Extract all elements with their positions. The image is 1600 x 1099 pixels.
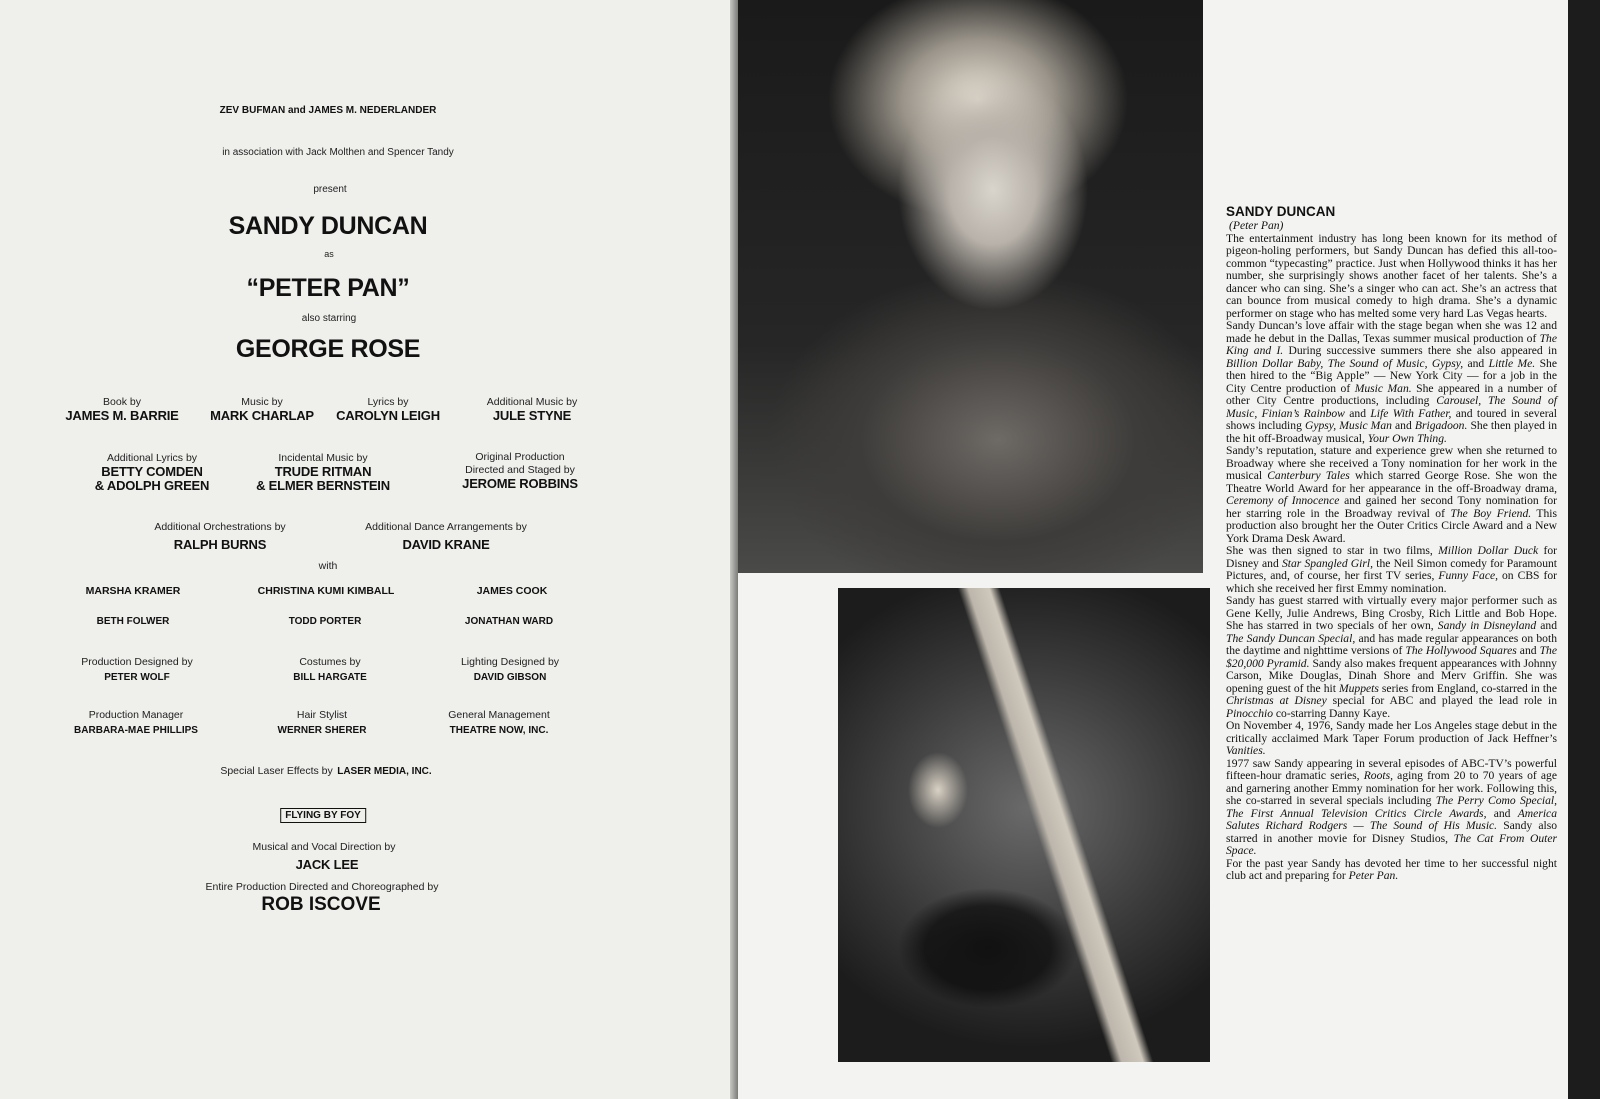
credit-orchestrations: Additional Orchestrations by RALPH BURNS <box>154 521 286 552</box>
bio-text: on CBS for which she received her first Emmy nomination. <box>1226 569 1557 595</box>
cast-member: MARSHA KRAMER <box>85 585 181 597</box>
bio-italic-title: Pinocchio <box>1226 706 1274 720</box>
bio-text: co-starring Danny Kaye. <box>1273 706 1391 720</box>
bio-text: Sandy’s reputation, stature and experience grew when she returned to Broadway where she received a Tony nomination for her work in the musical <box>1226 444 1557 482</box>
bio-text: Sandy Duncan’s love affair with the stage began when she was 12 and made he debut in the Dallas, Texas summer musical production of <box>1226 319 1557 345</box>
credit-lighting: Lighting Designed by DAVID GIBSON <box>460 656 560 683</box>
cast-member: JONATHAN WARD <box>464 616 554 627</box>
bio-text: On November 4, 1976, Sandy made her Los Angeles stage debut in the critically acclaimed Mark Taper Forum production of Jack Heffner’s <box>1226 719 1557 745</box>
bio-text: This production also brought her the Outer Critics Circle Award and a New York Drama Desk Award. <box>1226 506 1557 545</box>
bio-text: She then hired to the “Big Apple” — New York City — for a job in the City Centre production of <box>1226 356 1557 395</box>
cast-member: TODD PORTER <box>288 616 362 627</box>
bio-paragraph <box>1226 720 1557 758</box>
bio-text: Sandy also makes frequent appearances with Johnny Carson, Mike Douglas, Dinah Shore and Merv Griffin. She was opening guest of the hit <box>1226 656 1557 695</box>
credit-laser-effects: Special Laser Effects by LASER MEDIA, INC. <box>220 765 432 777</box>
as-label: as <box>324 249 334 259</box>
credit-additional-lyrics: Additional Lyrics by BETTY COMDEN & ADOLPH GREEN <box>94 452 210 493</box>
credit-original-production: Original Production Directed and Staged by JEROME ROBBINS <box>462 451 578 491</box>
with-label: with <box>318 560 338 572</box>
bio-text: Sandy has guest starred with virtually every major performer such as Gene Kelly, Julie Andrews, Bing Crosby, Rich Little and Bob Hope. She has starred in two specials of her own, <box>1226 594 1557 632</box>
bio-text: The entertainment industry has long been known for its method of pigeon-holing performers, but Sandy Duncan has defied this all-too-common “typecasting” practice. Just when Hollywood thinks it has her number, she surprisingly shows another facet of her talents. She’s a dancer who can sing. She’s a singer who can act. She’s an actress that can bounce from musical comedy to high drama. She’s a dynamic performer on stage who has melted some very hard Las Vegas hearts. <box>1226 231 1557 320</box>
musical-direction-label: Musical and Vocal Direction by <box>252 841 396 853</box>
costar-name: GEORGE ROSE <box>235 335 421 363</box>
bio-italic-title: Million Dollar Duck <box>1438 544 1539 557</box>
credit-general-management: General Management THEATRE NOW, INC. <box>448 709 550 736</box>
bio-text: the Neil Simon comedy for Paramount Pictures, and, of course, her first TV series, <box>1226 556 1558 582</box>
bio-text: and toured in several shows including <box>1226 406 1557 432</box>
bio-text: For the past year Sandy has devoted her time to her successful night club act and preparing for <box>1226 856 1557 882</box>
association-line: in association with Jack Molthen and Spencer Tandy <box>222 147 454 158</box>
bio-text: 1977 saw Sandy appearing in several episodes of ABC-TV’s powerful fifteen-hour dramatic series, <box>1226 756 1557 782</box>
also-starring-label: also starring <box>301 313 357 324</box>
bio-italic-title: Vanities. <box>1226 744 1266 757</box>
bio-paragraph <box>1226 858 1557 883</box>
bio-text: and <box>1463 356 1489 370</box>
bio-paragraph <box>1226 320 1557 445</box>
bio-italic-title: Star Spangled Girl, <box>1281 556 1374 570</box>
bio-italic-title: Music Man. <box>1354 381 1412 395</box>
bio-paragraph <box>1226 445 1557 545</box>
star-name: SANDY DUNCAN <box>228 212 428 240</box>
bio-text: special for ABC and played the lead role in <box>1326 694 1557 707</box>
bio-italic-title: Funny Face, <box>1438 569 1499 582</box>
bio-italic-title: Christmas at Disney <box>1226 694 1327 707</box>
bio-italic-title: The Perry Como Special, The First Annual Television Critics Circle Awards, <box>1226 794 1557 820</box>
credit-incidental-music: Incidental Music by TRUDE RITMAN & ELMER BERNSTEIN <box>256 452 390 493</box>
flying-by-foy-box: FLYING BY FOY <box>280 808 366 823</box>
credit-dance-arrangements: Additional Dance Arrangements by DAVID KRANE <box>365 521 527 552</box>
bio-italic-title: The $20,000 Pyramid. <box>1226 644 1557 670</box>
bio-text: and <box>1516 644 1540 657</box>
credit-additional-music: Additional Music by JULE STYNE <box>486 396 578 423</box>
bio-text: She then played in the hit off-Broadway musical, <box>1226 419 1557 445</box>
bio-italic-title: Canterbury Tales <box>1267 469 1350 482</box>
page-gutter <box>730 0 738 1099</box>
bio-text: Sandy also starred in another movie for Disney Studios, <box>1226 819 1558 845</box>
bio-name: SANDY DUNCAN <box>1226 204 1336 219</box>
bio-italic-title: Little Me. <box>1488 356 1536 370</box>
bio-text: and has made regular appearances on both the daytime and nighttime versions of <box>1226 631 1558 657</box>
bio-paragraph <box>1226 545 1557 595</box>
bio-text: and <box>1344 406 1371 420</box>
bio-text: for Disney and <box>1226 544 1557 570</box>
bio-italic-title: The Cat From Outer Space. <box>1226 831 1557 857</box>
present-label: present <box>313 184 347 195</box>
bio-text: and <box>1486 806 1518 820</box>
bio-text: She appeared in a number of other City Centre productions, including <box>1226 381 1557 407</box>
bio-italic-title: Gypsy, Music Man <box>1304 419 1392 432</box>
bio-italic-title: Life With Father, <box>1370 406 1452 420</box>
credit-production-manager: Production Manager BARBARA-MAE PHILLIPS <box>74 709 198 736</box>
bio-text: which starred George Rose. She won the Theatre World Award for her appearance in the off-Broadway drama, <box>1226 469 1558 495</box>
biography <box>1226 204 1557 883</box>
bio-italic-title: Muppets <box>1338 681 1379 695</box>
bio-text: During successive summers there she also appeared in <box>1283 344 1557 357</box>
scan-edge <box>1568 0 1600 1099</box>
bio-italic-title: The Sandy Duncan Special, <box>1226 631 1356 645</box>
credit-book: Book by JAMES M. BARRIE <box>65 396 179 423</box>
bio-text: and gained her second Tony nomination for her starring role in the Broadway revival of <box>1226 494 1557 520</box>
show-title: “PETER PAN” <box>246 274 410 302</box>
bio-italic-title: America Salutes Richard Rodgers — The Sound of His Music. <box>1226 806 1557 832</box>
bio-italic-title: Billion Dollar Baby, The Sound of Music, Gypsy, <box>1226 356 1464 370</box>
bio-italic-title: The King and I. <box>1226 331 1557 357</box>
bio-role: (Peter Pan) <box>1229 219 1284 232</box>
musical-director: JACK LEE <box>295 857 359 872</box>
bio-italic-title: The Hollywood Squares <box>1405 644 1517 657</box>
bio-body <box>1226 233 1557 883</box>
director-label: Entire Production Directed and Choreographed by <box>205 881 439 893</box>
bio-text: series from England, co-starred in the <box>1378 681 1557 695</box>
cast-member: CHRISTINA KUMI KIMBALL <box>257 585 395 597</box>
bio-italic-title: Peter Pan. <box>1348 869 1399 882</box>
bio-italic-title: Carousel, The Sound of Music, Finian’s Rainbow <box>1226 394 1557 420</box>
credit-hair-stylist: Hair Stylist WERNER SHERER <box>277 709 367 736</box>
bio-paragraph <box>1226 233 1557 321</box>
credit-music: Music by MARK CHARLAP <box>210 396 314 423</box>
bio-italic-title: Sandy in Disneyland <box>1437 619 1537 632</box>
credit-production-design: Production Designed by PETER WOLF <box>81 656 193 683</box>
portrait-photo <box>738 0 1203 573</box>
cast-member: BETH FOLWER <box>96 616 170 627</box>
bio-text: and <box>1391 419 1415 432</box>
left-page <box>0 0 730 1099</box>
bio-paragraph <box>1226 758 1557 858</box>
producers: ZEV BUFMAN and JAMES M. NEDERLANDER <box>219 105 437 116</box>
credit-lyrics: Lyrics by CAROLYN LEIGH <box>336 396 440 423</box>
bio-italic-title: Roots, <box>1363 769 1394 782</box>
credit-costumes: Costumes by BILL HARGATE <box>293 656 367 683</box>
bio-italic-title: Ceremony of Innocence <box>1226 494 1340 507</box>
bio-text: She was then signed to star in two films, <box>1226 544 1439 557</box>
bio-text: and <box>1536 619 1557 632</box>
cast-member: JAMES COOK <box>476 585 548 597</box>
bio-paragraph <box>1226 595 1557 720</box>
bio-italic-title: Your Own Thing. <box>1367 431 1447 445</box>
dance-pose-photo <box>838 588 1210 1062</box>
right-page <box>738 0 1568 1099</box>
bio-italic-title: Brigadoon. <box>1414 419 1468 432</box>
director-name: ROB ISCOVE <box>261 894 381 915</box>
bio-italic-title: The Boy Friend. <box>1450 506 1532 520</box>
bio-text: aging from 20 to 70 years of age and garnering another Emmy nomination for her work. Following this, she co-starred in several specials including <box>1226 769 1557 807</box>
